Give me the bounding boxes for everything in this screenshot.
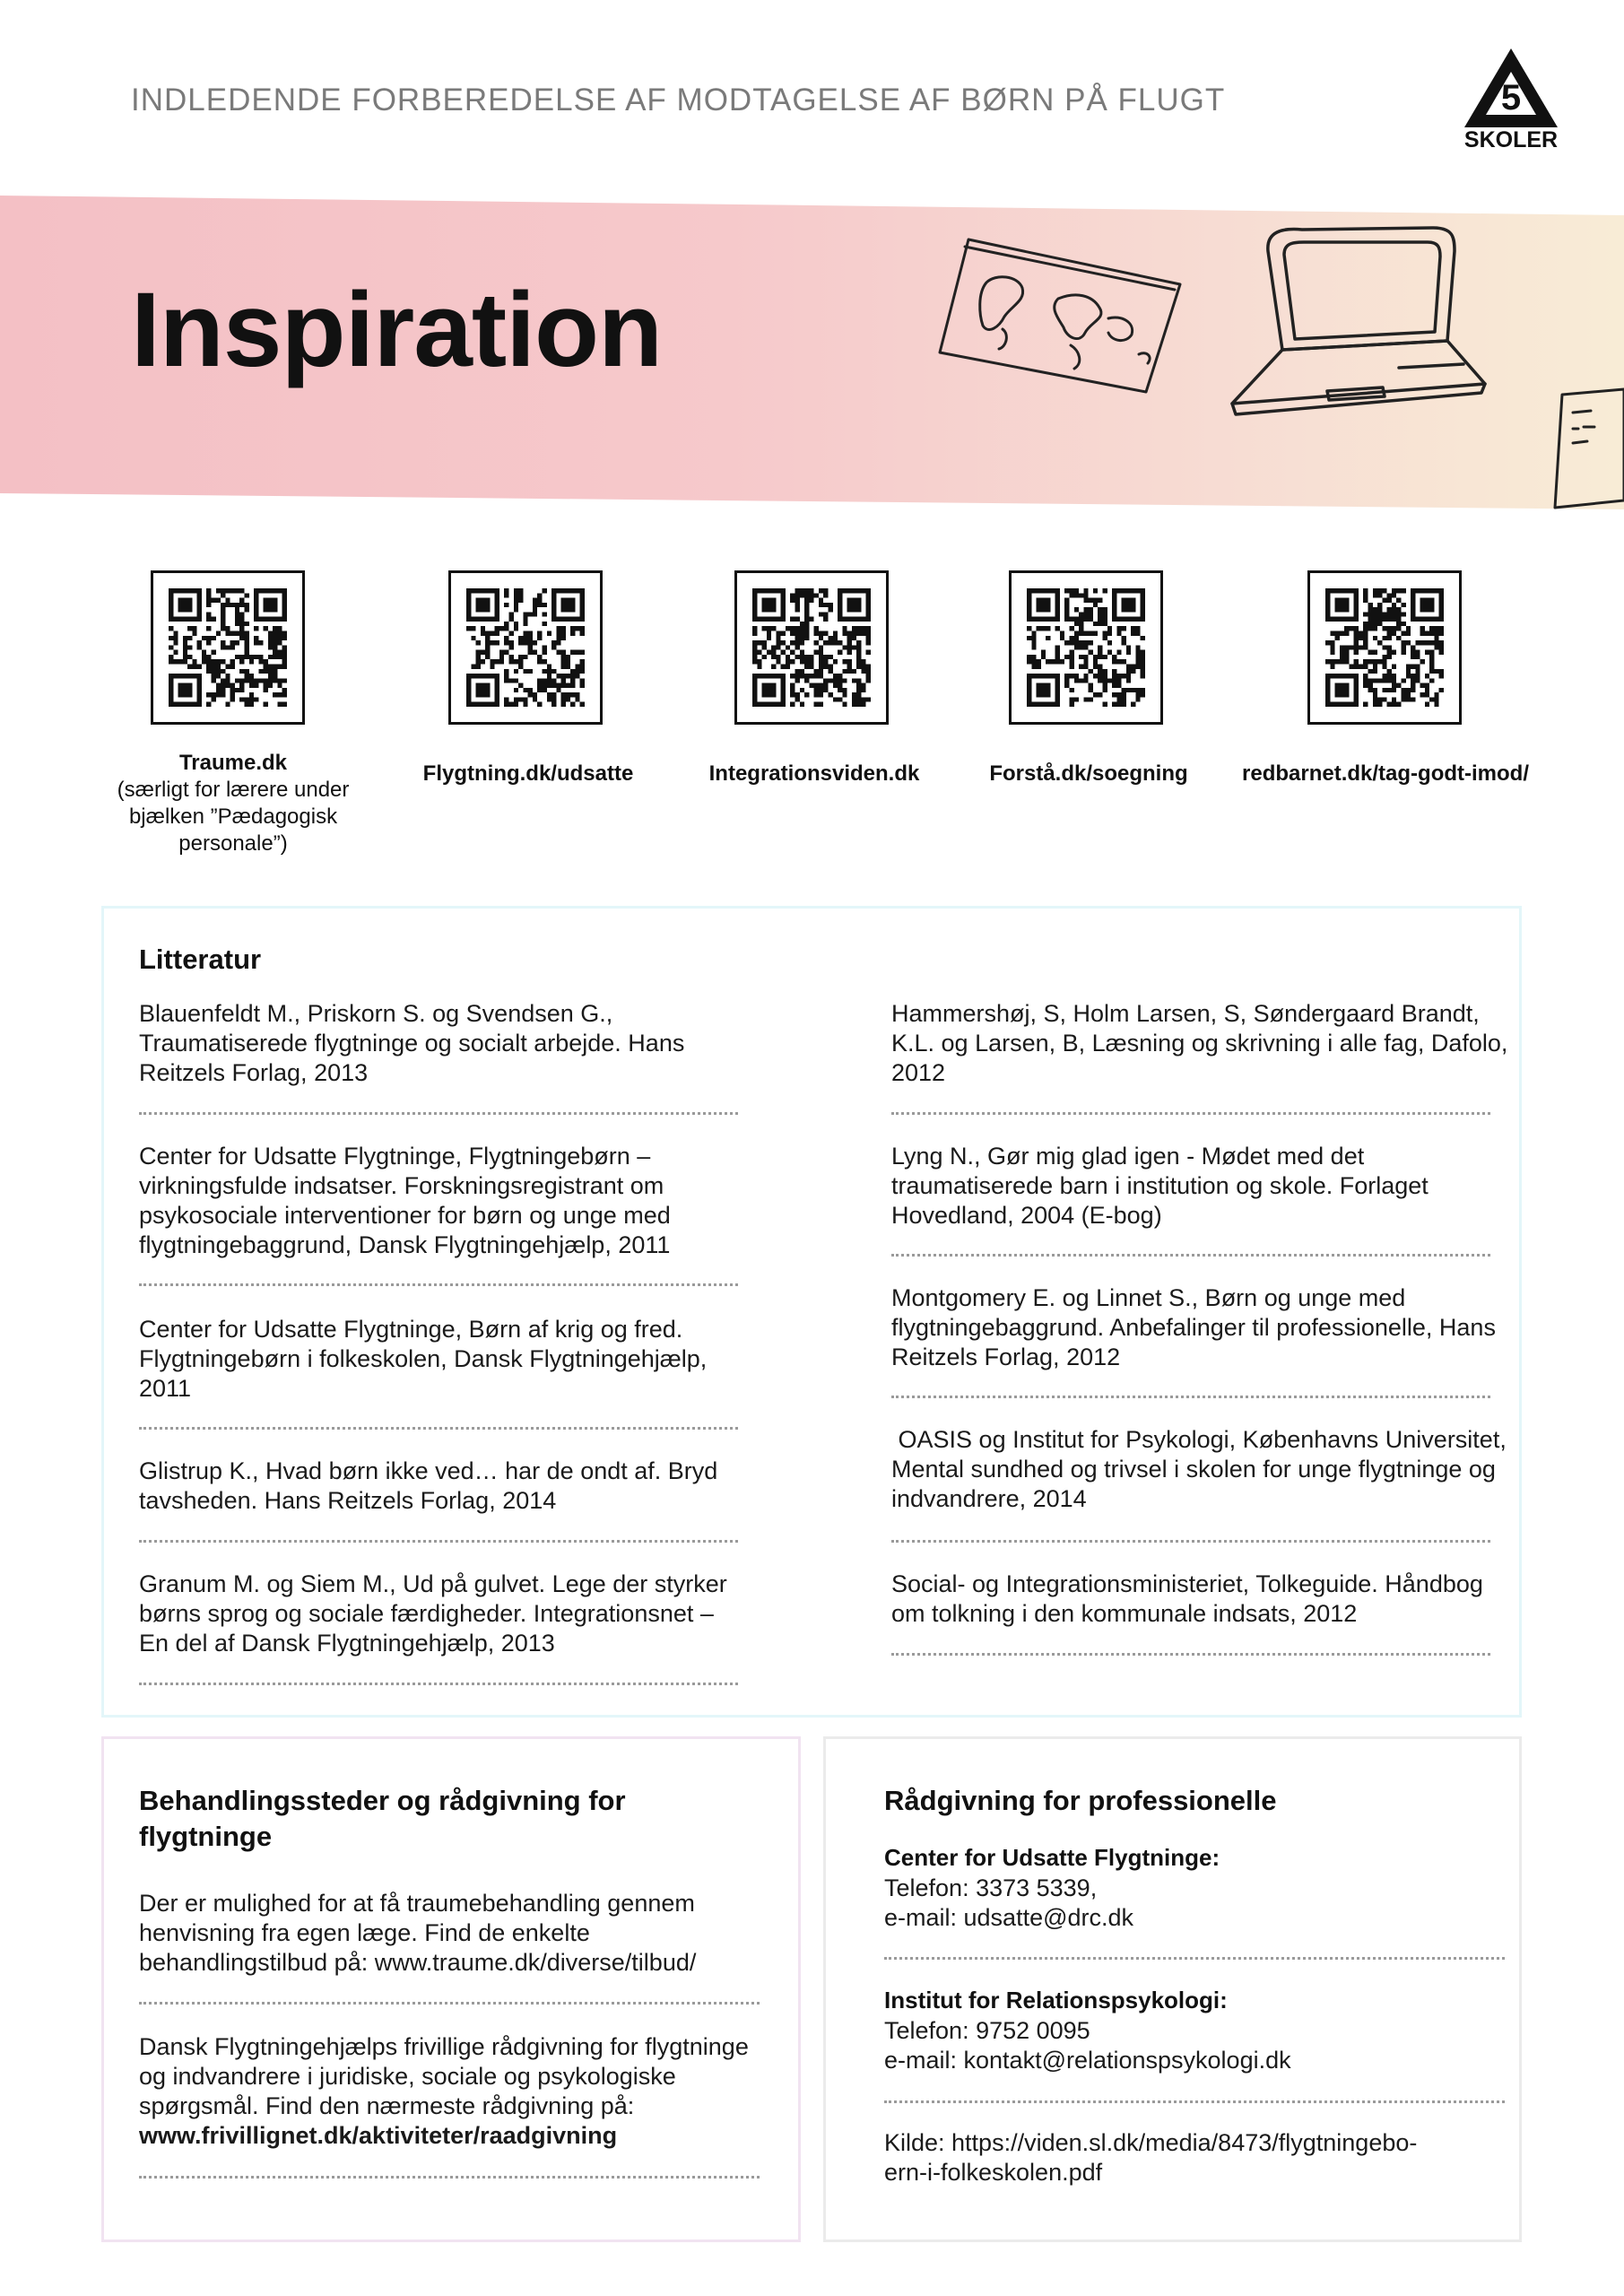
divider bbox=[891, 1112, 1490, 1115]
qr-label-forsta: Forstå.dk/soegning bbox=[989, 761, 1188, 786]
qr-label-integrationsviden: Integrationsviden.dk bbox=[708, 761, 920, 786]
divider bbox=[891, 1540, 1490, 1543]
divider bbox=[891, 1396, 1490, 1398]
org1-email[interactable]: e-mail: udsatte@drc.dk bbox=[884, 1904, 1134, 1931]
frivillig-paragraph: Dansk Flygtningehjælps frivillige rådgivning for flygtninge og indvandrere i juridiske, sociale og psykologiske spørgsmål. Find den nærmeste rådgivning på: www.frivillignet.dk/aktiviteter/raadgivning bbox=[139, 2033, 749, 2149]
qr-code-redbarnet bbox=[1307, 570, 1462, 725]
divider bbox=[139, 1112, 738, 1115]
document-header-title: INDLEDENDE FORBEREDELSE AF MODTAGELSE AF BØRN PÅ FLUGT bbox=[131, 83, 1226, 117]
literature-entry: Hammershøj, S, Holm Larsen, S, Søndergaard Brandt, K.L. og Larsen, B, Læsning og skrivning i alle fag, Dafolo, 2012 bbox=[891, 1000, 1508, 1086]
divider bbox=[139, 1540, 738, 1543]
treatment-paragraph: Der er mulighed for at få traumebehandling gennem henvisning fra egen læge. Find de enkelte behandlingstilbud på: www.traume.dk/diverse/tilbud/ bbox=[139, 1890, 697, 1976]
qr-label-flygtning: Flygtning.dk/udsatte bbox=[422, 761, 634, 786]
source-line-1[interactable]: Kilde: https://viden.sl.dk/media/8473/flygtningebo- bbox=[884, 2129, 1418, 2156]
org1-phone: Telefon: 3373 5339, bbox=[884, 1874, 1098, 1901]
logo-text: SKOLER bbox=[1463, 127, 1559, 152]
5-skoler-logo bbox=[1457, 45, 1565, 152]
org1-name: Center for Udsatte Flygtninge: bbox=[884, 1844, 1220, 1871]
literature-entry: Lyng N., Gør mig glad igen - Mødet med det traumatiserede barn i institution og skole. Forlaget Hovedland, 2004 (E-bog) bbox=[891, 1143, 1429, 1229]
treatment-heading: Behandlingssteder og rådgivning for flygtninge bbox=[139, 1785, 626, 1852]
literature-entry: Granum M. og Siem M., Ud på gulvet. Lege der styrker børns sprog og sociale færdigheder. Integrationsnet – En del af Dansk Flygtningehjælp, 2013 bbox=[139, 1570, 727, 1657]
qr-code-integrationsviden bbox=[734, 570, 889, 725]
org2-name: Institut for Relationspsykologi: bbox=[884, 1987, 1228, 2013]
literature-entry: Glistrup K., Hvad børn ikke ved… har de ondt af. Bryd tavsheden. Hans Reitzels Forlag, 2014 bbox=[139, 1457, 718, 1514]
divider bbox=[139, 1683, 738, 1685]
org2-phone: Telefon: 9752 0095 bbox=[884, 2017, 1090, 2044]
logo-number: 5 bbox=[1500, 78, 1522, 117]
qr-label-traume: Traume.dk (særligt for lærere under bjælken ”Pædagogisk personale”) bbox=[117, 751, 350, 856]
qr-code-flygtning bbox=[448, 570, 603, 725]
divider bbox=[139, 1283, 738, 1286]
qr-code-traume bbox=[151, 570, 305, 725]
literature-entry: Blauenfeldt M., Priskorn S. og Svendsen G., Traumatiserede flygtninge og socialt arbejde. Hans Reitzels Forlag, 2013 bbox=[139, 1000, 685, 1086]
paper-doodle-icon bbox=[1551, 386, 1624, 511]
qr-label-redbarnet: redbarnet.dk/tag-godt-imod/ bbox=[1242, 761, 1529, 786]
literature-entry: Social- og Integrationsministeriet, Tolkeguide. Håndbog om tolkning i den kommunale indsats, 2012 bbox=[891, 1570, 1483, 1627]
world-map-doodle-icon bbox=[933, 229, 1193, 399]
divider bbox=[139, 1427, 738, 1430]
divider bbox=[891, 1254, 1490, 1257]
literature-entry: Center for Udsatte Flygtninge, Flygtningebørn – virkningsfulde indsatser. Forskningsregistrant om psykosociale interventioner for børn og unge med flygtningebaggrund, Dansk Flygtningehjælp, 2011 bbox=[139, 1143, 671, 1258]
divider bbox=[884, 2100, 1505, 2103]
literature-entry: Center for Udsatte Flygtninge, Børn af krig og fred. Flygtningebørn i folkeskolen, Dansk Flygtningehjælp, 2011 bbox=[139, 1316, 708, 1402]
literature-heading: Litteratur bbox=[139, 944, 262, 975]
divider bbox=[139, 2002, 760, 2005]
laptop-doodle-icon bbox=[1220, 215, 1489, 439]
org2-email[interactable]: e-mail: kontakt@relationspsykologi.dk bbox=[884, 2047, 1291, 2074]
literature-entry: OASIS og Institut for Psykologi, Københavns Universitet, Mental sundhed og trivsel i skolen for unge flygtninge og indvandrere, 2014 bbox=[891, 1426, 1514, 1512]
divider bbox=[139, 2176, 760, 2179]
advice-heading: Rådgivning for professionelle bbox=[884, 1785, 1277, 1816]
qr-code-forsta bbox=[1009, 570, 1163, 725]
divider bbox=[884, 1957, 1505, 1960]
page-title: Inspiration bbox=[131, 271, 663, 389]
literature-entry: Montgomery E. og Linnet S., Børn og unge med flygtningebaggrund. Anbefalinger til professionelle, Hans Reitzels Forlag, 2012 bbox=[891, 1284, 1496, 1370]
frivillignet-link[interactable]: www.frivillignet.dk/aktiviteter/raadgivning bbox=[139, 2122, 618, 2149]
divider bbox=[891, 1653, 1490, 1656]
source-line-2[interactable]: ern-i-folkeskolen.pdf bbox=[884, 2159, 1103, 2186]
